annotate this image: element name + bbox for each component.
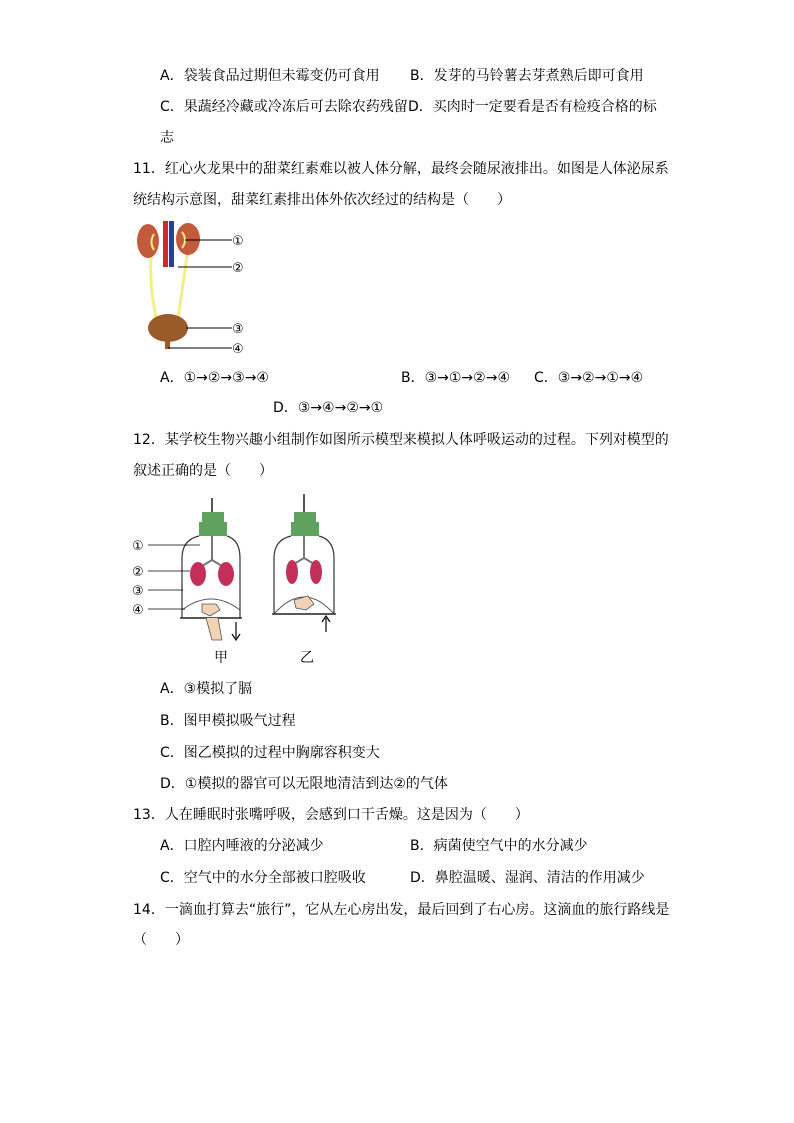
ureter-left — [151, 248, 156, 318]
kidney-right — [176, 223, 200, 255]
q12-option-c: C．图乙模拟的过程中胸廓容积变大 — [160, 745, 380, 761]
model-yi — [272, 494, 336, 632]
label-2: ② — [232, 261, 244, 276]
urinary-system-diagram — [130, 218, 260, 360]
q11-option-a: A．①→②→③→④ — [160, 370, 269, 386]
q13-option-c: C．空气中的水分全部被口腔吸收 — [160, 870, 366, 886]
q13-stem: 13．人在睡眠时张嘴呼吸，会感到口干舌燥。这是因为（ ） — [133, 807, 529, 823]
ureter-right — [178, 248, 188, 318]
label-3: ③ — [232, 322, 244, 337]
artery — [163, 221, 168, 267]
model-label-2: ② — [132, 565, 144, 580]
model-label-4: ④ — [132, 603, 144, 618]
q12-option-a: A．③模拟了膈 — [160, 681, 253, 697]
q10-option-c: C．果蔬经冷藏或冷冻后可去除农药残留 — [160, 99, 408, 115]
q12-stem-line2: 叙述正确的是（ ） — [133, 463, 273, 479]
q12-stem-line1: 12．某学校生物兴趣小组制作如图所示模型来模拟人体呼吸运动的过程。下列对模型的 — [133, 432, 669, 448]
q10-option-d-continued: 志 — [160, 130, 174, 146]
q11-option-b: B．③→①→②→④ — [401, 370, 510, 386]
kidney-left — [137, 224, 159, 258]
model-label-1: ① — [132, 539, 144, 554]
bladder — [148, 314, 188, 342]
vein — [169, 221, 174, 267]
q12-option-d: D．①模拟的器官可以无限地清洁到达②的气体 — [160, 776, 448, 792]
model-label-3: ③ — [132, 584, 144, 599]
q13-option-a: A．口腔内唾液的分泌减少 — [160, 838, 324, 854]
q13-option-d: D．鼻腔温暖、湿润、清洁的作用减少 — [410, 870, 645, 886]
model-jia — [180, 498, 242, 640]
caption-yi: 乙 — [300, 650, 314, 666]
q12-option-b: B．图甲模拟吸气过程 — [160, 713, 296, 729]
q10-option-b: B．发芽的马铃薯去芽煮熟后即可食用 — [410, 68, 644, 84]
q11-stem-line1: 11．红心火龙果中的甜菜红素难以被人体分解，最终会随尿液排出。如图是人体泌尿系 — [133, 161, 669, 177]
q14-stem-line2: （ ） — [133, 932, 189, 948]
q10-option-a: A．袋装食品过期但未霉变仍可食用 — [160, 68, 380, 84]
q11-stem-line2: 统结构示意图，甜菜红素排出体外依次经过的结构是（ ） — [133, 192, 511, 208]
breathing-model-diagram — [130, 492, 350, 672]
label-4: ④ — [232, 342, 244, 357]
caption-jia: 甲 — [214, 650, 228, 666]
q13-option-b: B．病菌使空气中的水分减少 — [410, 838, 588, 854]
q11-option-c: C．③→②→①→④ — [534, 370, 644, 386]
q14-stem-line1: 14．一滴血打算去“旅行”，它从左心房出发，最后回到了右心房。这滴血的旅行路线是 — [133, 902, 670, 918]
q10-option-d: D．买肉时一定要看是否有检疫合格的标 — [408, 99, 657, 115]
q11-option-d: D．③→④→②→① — [273, 400, 384, 416]
label-1: ① — [232, 234, 244, 249]
